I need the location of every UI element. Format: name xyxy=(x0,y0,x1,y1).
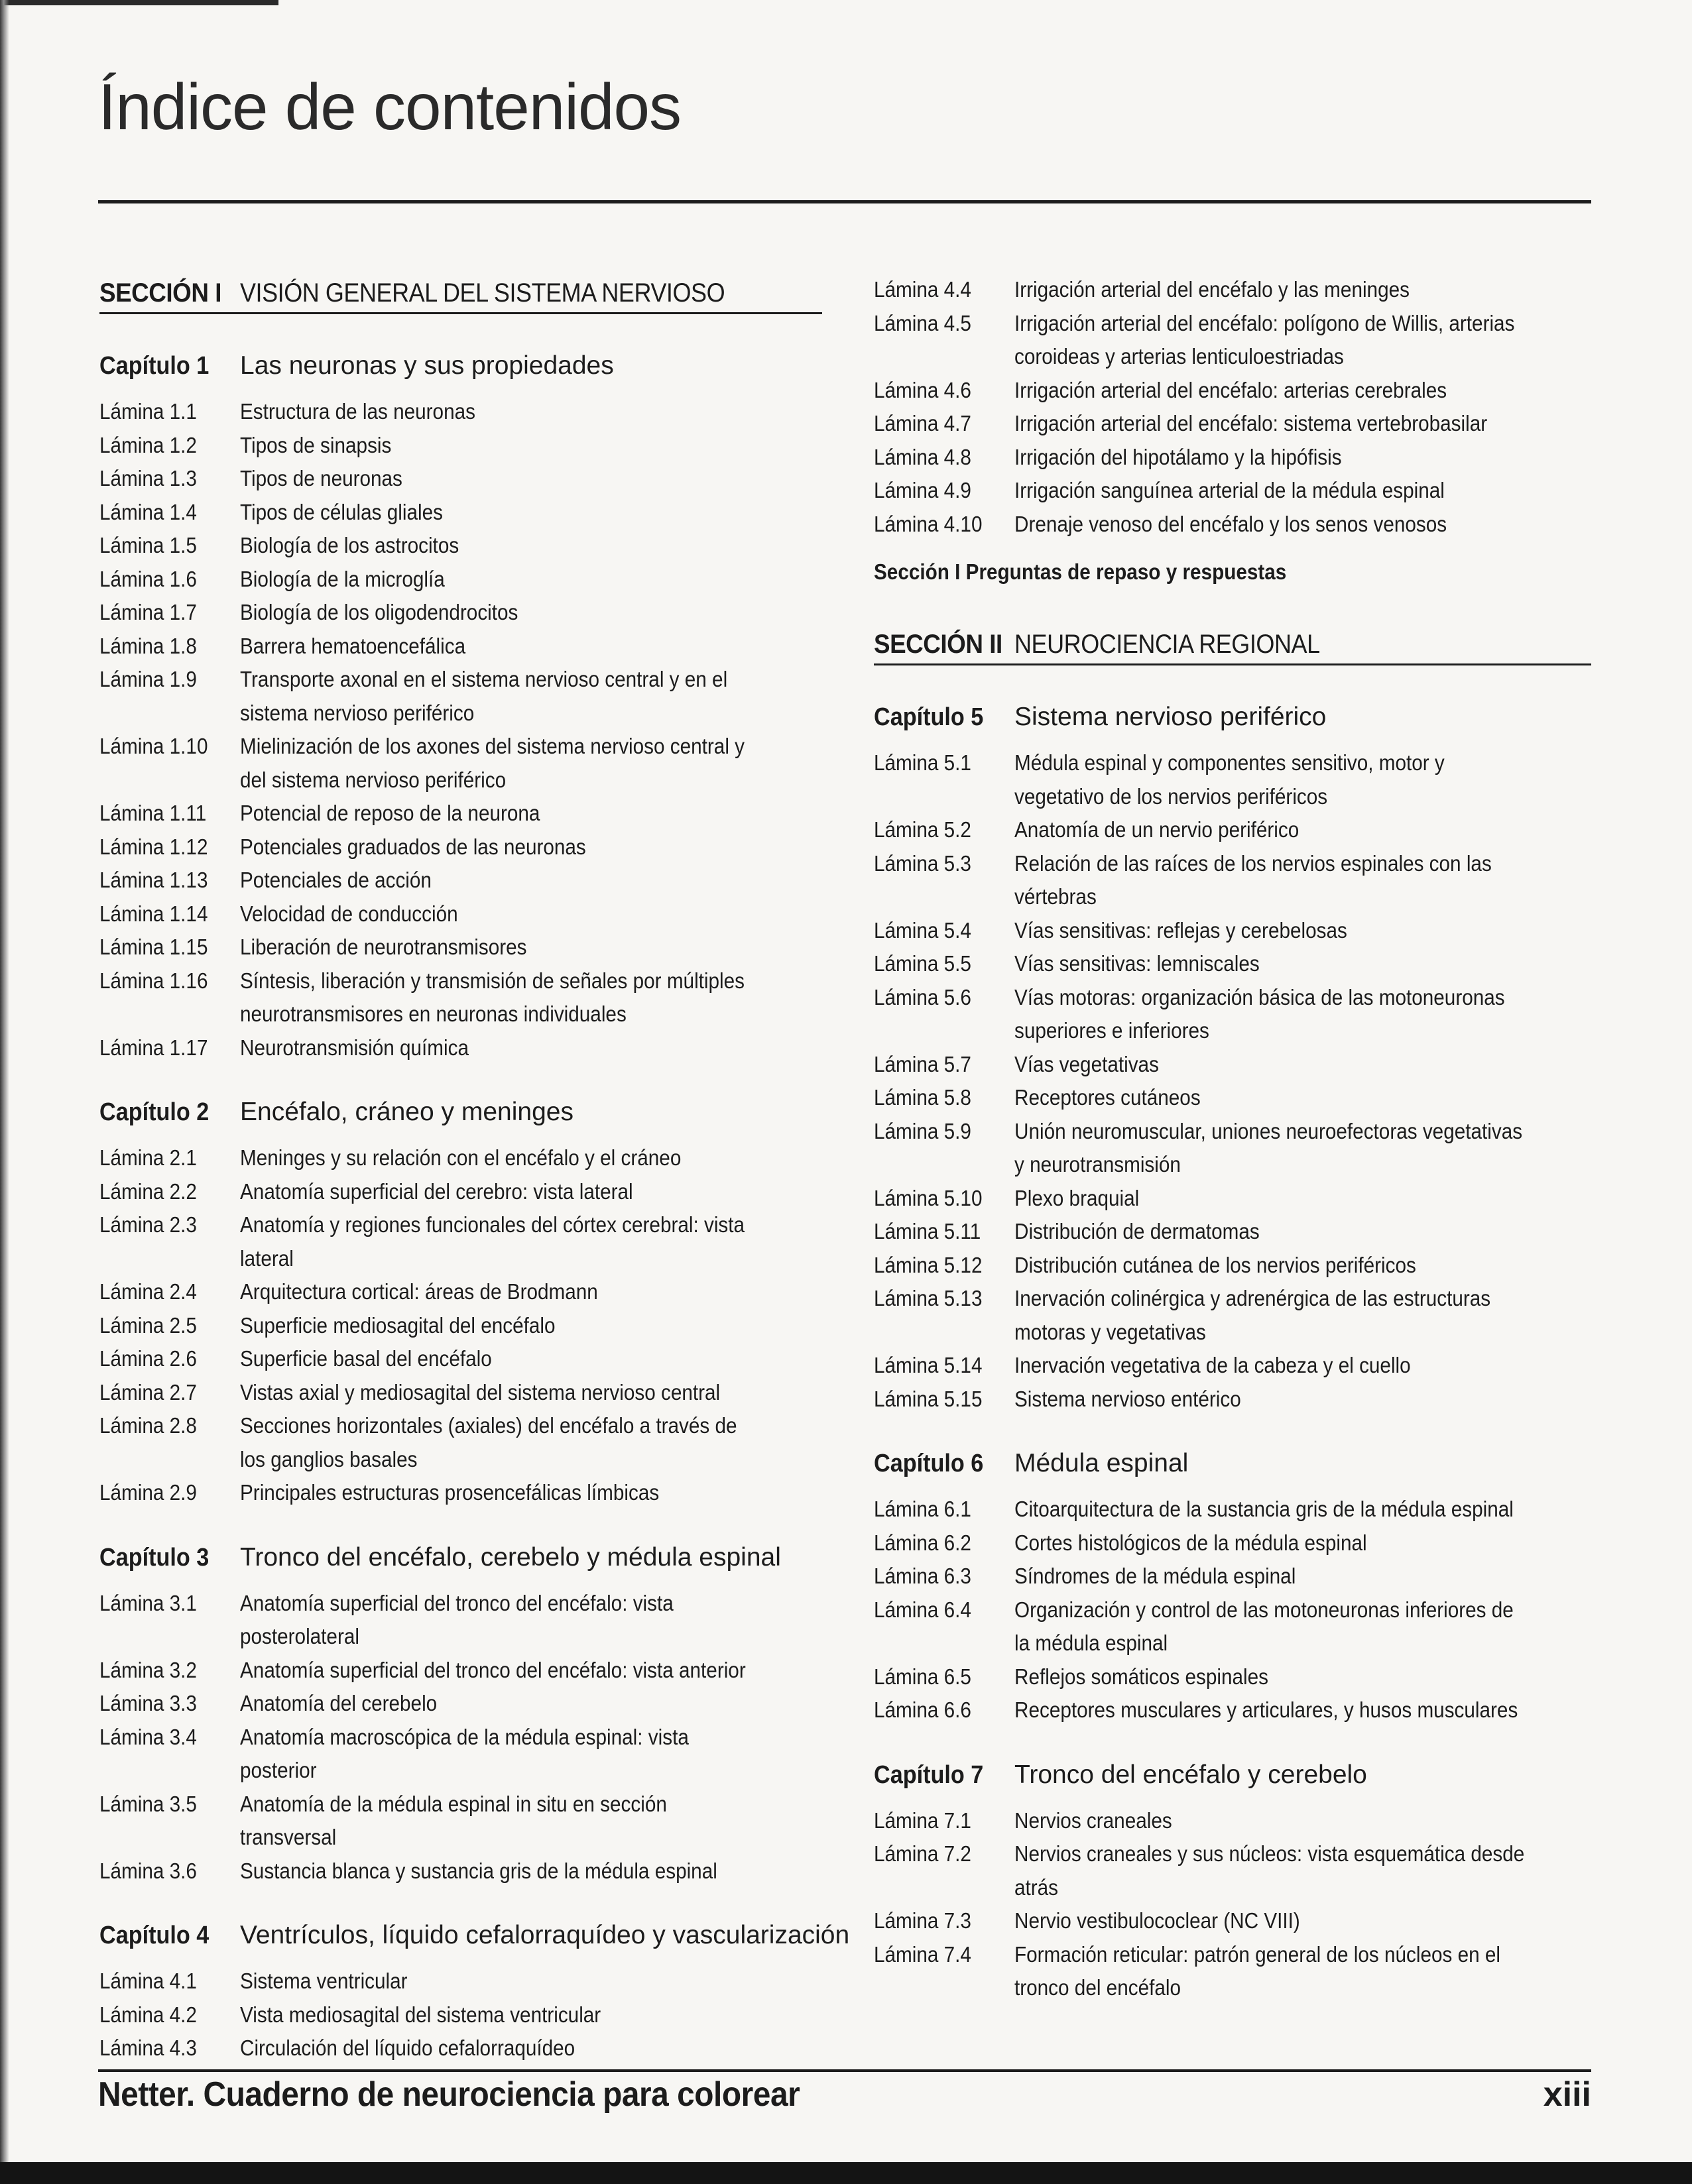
toc-entry[interactable] xyxy=(99,1175,822,1209)
plate-title: Médula espinal y componentes sensitivo, motor y vegetativo de los nervios periféricos xyxy=(1014,750,1445,809)
chapter-entries xyxy=(874,1804,1591,2005)
plate-title: Biología de los astrocitos xyxy=(240,533,459,557)
plate-title: Anatomía de la médula espinal in situ en sección transversal xyxy=(240,1791,667,1849)
footer-rule xyxy=(98,2069,1591,2072)
plate-number: Lámina 5.5 xyxy=(874,951,971,976)
plate-number: Lámina 2.3 xyxy=(99,1212,197,1237)
toc-entry[interactable] xyxy=(99,1687,822,1721)
section-name: NEUROCIENCIA REGIONAL xyxy=(1014,630,1320,659)
plate-number: Lámina 1.12 xyxy=(99,834,208,859)
plate-title: Vías vegetativas xyxy=(1014,1051,1159,1076)
toc-entry[interactable] xyxy=(99,462,822,496)
plate-title: Anatomía del cerebelo xyxy=(240,1691,438,1715)
left-column xyxy=(99,278,850,2098)
plate-title: Tipos de neuronas xyxy=(240,466,402,490)
chapter-name: Médula espinal xyxy=(1014,1449,1189,1477)
plate-title: Secciones horizontales (axiales) del encéfalo a través de los ganglios basales xyxy=(240,1413,737,1471)
plate-number: Lámina 1.11 xyxy=(99,801,207,825)
chapter-entries xyxy=(874,746,1591,1416)
toc-entry[interactable] xyxy=(874,1282,1591,1349)
toc-entry[interactable] xyxy=(99,1476,822,1510)
plate-number: Lámina 5.10 xyxy=(874,1185,983,1210)
toc-entry[interactable] xyxy=(874,813,1591,847)
chapter-name: Ventrículos, líquido cefalorraquídeo y vascularización xyxy=(240,1921,850,1949)
title-rule xyxy=(98,200,1591,203)
toc-entry[interactable] xyxy=(874,1938,1591,2005)
plate-title: Tipos de sinapsis xyxy=(240,432,392,457)
toc-entry[interactable] xyxy=(99,1031,822,1065)
toc-entry[interactable] xyxy=(874,914,1591,948)
plate-title: Irrigación arterial del encéfalo: arterias cerebrales xyxy=(1014,377,1447,402)
plate-title: Unión neuromuscular, uniones neuroefectoras vegetativas y neurotransmisión xyxy=(1014,1118,1523,1177)
plate-number: Lámina 1.8 xyxy=(99,633,197,658)
chapter-entries xyxy=(99,395,822,1064)
plate-number: Lámina 6.2 xyxy=(874,1530,971,1555)
toc-entry[interactable] xyxy=(99,1342,822,1376)
plate-title: Reflejos somáticos espinales xyxy=(1014,1664,1268,1689)
plate-number: Lámina 1.10 xyxy=(99,734,208,758)
plate-number: Lámina 6.5 xyxy=(874,1664,971,1689)
plate-title: Anatomía superficial del tronco del encéfalo: vista anterior xyxy=(240,1657,746,1682)
toc-entry[interactable] xyxy=(99,596,822,630)
toc-entry[interactable] xyxy=(99,529,822,563)
chapter-name: Las neuronas y sus propiedades xyxy=(240,351,614,380)
section-name: VISIÓN GENERAL DEL SISTEMA NERVIOSO xyxy=(240,278,725,308)
plate-title: Barrera hematoencefálica xyxy=(240,633,466,658)
plate-number: Lámina 1.16 xyxy=(99,968,208,993)
plate-number: Lámina 7.4 xyxy=(874,1941,971,1967)
section-heading xyxy=(99,278,822,314)
plate-title: Irrigación sanguínea arterial de la médula espinal xyxy=(1014,478,1445,502)
toc-entry[interactable] xyxy=(99,964,822,1031)
plate-number: Lámina 2.5 xyxy=(99,1312,197,1338)
chapter-name: Tronco del encéfalo, cerebelo y médula espinal xyxy=(240,1542,781,1572)
plate-title: Vías sensitivas: lemniscales xyxy=(1014,951,1260,976)
plate-number: Lámina 1.2 xyxy=(99,432,197,457)
toc-entry[interactable] xyxy=(874,1526,1591,1560)
toc-entry[interactable] xyxy=(99,831,822,864)
chapter-entries xyxy=(99,1141,822,1510)
toc-entry[interactable] xyxy=(874,407,1591,441)
review-questions-link[interactable]: Sección I Preguntas de repaso y respuestas xyxy=(874,559,1287,584)
plate-number: Lámina 3.6 xyxy=(99,1858,197,1883)
plate-number: Lámina 3.4 xyxy=(99,1724,197,1749)
plate-title: Circulación del líquido cefalorraquídeo xyxy=(240,2036,575,2060)
plate-number: Lámina 3.3 xyxy=(99,1691,197,1715)
plate-title: Arquitectura cortical: áreas de Brodmann xyxy=(240,1279,598,1304)
chapter-heading[interactable] xyxy=(874,1760,1591,1790)
toc-entry[interactable] xyxy=(99,1855,822,1888)
plate-number: Lámina 5.15 xyxy=(874,1386,983,1411)
toc-entry[interactable] xyxy=(874,1660,1591,1694)
toc-entry[interactable] xyxy=(99,1587,822,1654)
toc-entry[interactable] xyxy=(874,981,1591,1048)
plate-title: Relación de las raíces de los nervios espinales con las vértebras xyxy=(1014,850,1492,909)
plate-title: Organización y control de las motoneuronas inferiores de la médula espinal xyxy=(1014,1597,1514,1655)
toc-entry[interactable] xyxy=(874,1182,1591,1216)
toc-entry[interactable] xyxy=(99,1654,822,1688)
toc-entry[interactable] xyxy=(99,1141,822,1175)
toc-entry[interactable] xyxy=(99,1208,822,1275)
plate-number: Lámina 5.3 xyxy=(874,850,971,876)
toc-entry[interactable] xyxy=(874,1804,1591,1838)
plate-title: Vías motoras: organización básica de las motoneuronas superiores e inferiores xyxy=(1014,984,1505,1043)
plate-number: Lámina 4.6 xyxy=(874,377,971,402)
plate-title: Potencial de reposo de la neurona xyxy=(240,801,540,825)
scan-edge-top xyxy=(0,0,278,5)
plate-title: Distribución de dermatomas xyxy=(1014,1219,1260,1243)
toc-entry[interactable] xyxy=(874,1493,1591,1526)
plate-number: Lámina 2.4 xyxy=(99,1279,197,1304)
toc-entry[interactable] xyxy=(99,1965,822,1998)
plate-title: Vías sensitivas: reflejas y cerebelosas xyxy=(1014,917,1347,943)
toc-entry[interactable] xyxy=(99,897,822,931)
plate-number: Lámina 1.15 xyxy=(99,935,208,959)
plate-title: Liberación de neurotransmisores xyxy=(240,935,527,959)
chapter-heading[interactable] xyxy=(99,1098,822,1127)
plate-title: Inervación vegetativa de la cabeza y el cuello xyxy=(1014,1353,1411,1377)
plate-number: Lámina 2.1 xyxy=(99,1145,197,1170)
plate-title: Velocidad de conducción xyxy=(240,901,458,926)
plate-title: Anatomía macroscópica de la médula espinal: vista posterior xyxy=(240,1724,689,1782)
plate-number: Lámina 6.6 xyxy=(874,1697,971,1722)
plate-title: Sistema ventricular xyxy=(240,1969,408,1993)
chapter-number: Capítulo 6 xyxy=(874,1450,984,1477)
plate-title: Receptores cutáneos xyxy=(1014,1085,1201,1110)
plate-number: Lámina 5.1 xyxy=(874,750,971,775)
plate-number: Lámina 1.3 xyxy=(99,466,197,490)
plate-title: Formación reticular: patrón general de los núcleos en el tronco del encéfalo xyxy=(1014,1941,1501,2000)
chapter-number: Capítulo 4 xyxy=(99,1922,210,1949)
chapter-name: Encéfalo, cráneo y meninges xyxy=(240,1098,574,1126)
scan-edge-bottom xyxy=(0,2162,1692,2184)
toc-entry[interactable] xyxy=(99,1309,822,1343)
chapter-heading[interactable] xyxy=(874,703,1591,732)
plate-title: Sistema nervioso entérico xyxy=(1014,1386,1241,1411)
plate-title: Receptores musculares y articulares, y husos musculares xyxy=(1014,1697,1518,1722)
plate-number: Lámina 4.2 xyxy=(99,2002,197,2027)
page-title: Índice de contenidos xyxy=(98,70,681,143)
plate-title: Anatomía superficial del tronco del encéfalo: vista posterolateral xyxy=(240,1590,674,1648)
chapter-name: Sistema nervioso periférico xyxy=(1014,703,1327,731)
plate-title: Anatomía de un nervio periférico xyxy=(1014,817,1299,842)
plate-title: Síntesis, liberación y transmisión de señales por múltiples neurotransmisores en neuronas individuales xyxy=(240,968,745,1026)
toc-entry[interactable] xyxy=(874,746,1591,813)
plate-number: Lámina 2.9 xyxy=(99,1480,197,1505)
chapter-entries xyxy=(99,1587,822,1888)
toc-entry[interactable] xyxy=(874,374,1591,408)
plate-number: Lámina 5.8 xyxy=(874,1085,971,1110)
plate-number: Lámina 7.1 xyxy=(874,1808,971,1833)
plate-number: Lámina 1.14 xyxy=(99,901,208,926)
plate-number: Lámina 4.3 xyxy=(99,2036,197,2060)
plate-number: Lámina 5.9 xyxy=(874,1118,971,1143)
plate-number: Lámina 4.1 xyxy=(99,1969,197,1993)
plate-number: Lámina 1.13 xyxy=(99,868,208,892)
continued-entries xyxy=(874,273,1591,541)
plate-title: Transporte axonal en el sistema nervioso central y en el sistema nervioso periférico xyxy=(240,667,728,725)
plate-number: Lámina 1.17 xyxy=(99,1035,208,1060)
plate-number: Lámina 4.7 xyxy=(874,411,971,435)
plate-number: Lámina 1.5 xyxy=(99,533,197,557)
plate-number: Lámina 2.6 xyxy=(99,1346,197,1371)
toc-entry[interactable] xyxy=(99,1721,822,1788)
toc-entry[interactable] xyxy=(99,797,822,831)
plate-title: Anatomía superficial del cerebro: vista lateral xyxy=(240,1178,633,1204)
plate-title: Inervación colinérgica y adrenérgica de las estructuras motoras y vegetativas xyxy=(1014,1286,1491,1344)
toc-entry[interactable] xyxy=(874,1694,1591,1727)
plate-number: Lámina 3.5 xyxy=(99,1791,197,1816)
plate-number: Lámina 3.1 xyxy=(99,1590,197,1615)
plate-number: Lámina 5.4 xyxy=(874,917,971,943)
plate-number: Lámina 5.12 xyxy=(874,1252,983,1277)
right-chapters xyxy=(874,703,1591,2005)
chapter-number: Capítulo 7 xyxy=(874,1760,984,1789)
plate-number: Lámina 7.3 xyxy=(874,1908,971,1933)
plate-title: Síndromes de la médula espinal xyxy=(1014,1564,1296,1588)
toc-entry[interactable] xyxy=(99,630,822,663)
plate-title: Citoarquitectura de la sustancia gris de la médula espinal xyxy=(1014,1497,1514,1521)
plate-number: Lámina 1.7 xyxy=(99,600,197,624)
toc-entry[interactable] xyxy=(99,730,822,797)
plate-title: Principales estructuras prosencefálicas límbicas xyxy=(240,1480,660,1505)
toc-entry[interactable] xyxy=(99,663,822,730)
plate-number: Lámina 5.2 xyxy=(874,817,971,842)
chapter-number: Capítulo 2 xyxy=(99,1098,210,1126)
toc-entry[interactable] xyxy=(99,1409,822,1476)
chapter-number: Capítulo 5 xyxy=(874,703,984,731)
toc-entry[interactable] xyxy=(99,2032,822,2065)
plate-number: Lámina 1.4 xyxy=(99,499,197,524)
plate-title: Irrigación arterial del encéfalo y las meninges xyxy=(1014,277,1410,302)
plate-title: Nervios craneales y sus núcleos: vista esquemática desde atrás xyxy=(1014,1841,1525,1900)
plate-number: Lámina 1.9 xyxy=(99,667,197,691)
plate-number: Lámina 6.3 xyxy=(874,1564,971,1588)
left-chapters xyxy=(99,351,850,2065)
chapter-name: Tronco del encéfalo y cerebelo xyxy=(1014,1760,1367,1789)
plate-title: Mielinización de los axones del sistema nervioso central y del sistema nervioso periférico xyxy=(240,734,745,792)
chapter-heading[interactable] xyxy=(99,351,822,380)
plate-number: Lámina 6.4 xyxy=(874,1597,971,1622)
toc-entry[interactable] xyxy=(99,1998,822,2032)
toc-entry[interactable] xyxy=(874,1904,1591,1938)
toc-entry[interactable] xyxy=(874,947,1591,981)
toc-entry[interactable] xyxy=(99,429,822,463)
toc-entry[interactable] xyxy=(874,1593,1591,1660)
plate-number: Lámina 4.4 xyxy=(874,277,971,302)
chapter-entries xyxy=(99,1965,822,2065)
plate-title: Irrigación del hipotálamo y la hipófisis xyxy=(1014,444,1342,469)
plate-title: Anatomía y regiones funcionales del córtex cerebral: vista lateral xyxy=(240,1212,745,1271)
toc-entry[interactable] xyxy=(99,1275,822,1309)
plate-number: Lámina 4.5 xyxy=(874,310,971,335)
plate-title: Drenaje venoso del encéfalo y los senos venosos xyxy=(1014,511,1447,536)
plate-number: Lámina 5.11 xyxy=(874,1219,981,1243)
chapter-number: Capítulo 1 xyxy=(99,352,210,380)
plate-title: Potenciales de acción xyxy=(240,868,432,892)
plate-number: Lámina 2.8 xyxy=(99,1413,197,1438)
scan-edge-left xyxy=(0,0,9,2184)
plate-title: Cortes histológicos de la médula espinal xyxy=(1014,1530,1367,1555)
plate-title: Tipos de células gliales xyxy=(240,499,443,524)
plate-title: Neurotransmisión química xyxy=(240,1035,469,1060)
toc-entry[interactable] xyxy=(99,864,822,897)
section-number: SECCIÓN I xyxy=(99,278,221,308)
toc-entry[interactable] xyxy=(99,563,822,597)
toc-entry[interactable] xyxy=(99,931,822,964)
plate-title: Superficie basal del encéfalo xyxy=(240,1346,492,1371)
plate-number: Lámina 5.7 xyxy=(874,1051,971,1076)
chapter-heading[interactable] xyxy=(99,1921,850,1950)
section-heading xyxy=(874,630,1591,665)
plate-number: Lámina 2.7 xyxy=(99,1379,197,1405)
toc-entry[interactable] xyxy=(874,1383,1591,1416)
plate-number: Lámina 4.10 xyxy=(874,511,983,536)
plate-number: Lámina 4.9 xyxy=(874,478,971,502)
toc-entry[interactable] xyxy=(99,395,822,429)
section-number: SECCIÓN II xyxy=(874,630,1002,659)
plate-title: Estructura de las neuronas xyxy=(240,399,475,424)
toc-entry[interactable] xyxy=(874,273,1591,307)
toc-entry[interactable] xyxy=(874,1837,1591,1904)
plate-title: Vista mediosagital del sistema ventricular xyxy=(240,2002,601,2027)
plate-number: Lámina 2.2 xyxy=(99,1178,197,1204)
toc-entry[interactable] xyxy=(874,1215,1591,1249)
book-title: Netter. Cuaderno de neurociencia para colorear xyxy=(98,2075,800,2114)
plate-number: Lámina 1.1 xyxy=(99,399,197,424)
plate-title: Nervio vestibulococlear (NC VIII) xyxy=(1014,1908,1300,1933)
plate-title: Distribución cutánea de los nervios periféricos xyxy=(1014,1252,1416,1277)
toc-entry[interactable] xyxy=(874,1081,1591,1115)
toc-entry[interactable] xyxy=(874,1115,1591,1182)
plate-title: Potenciales graduados de las neuronas xyxy=(240,834,586,859)
plate-title: Meninges y su relación con el encéfalo y el cráneo xyxy=(240,1145,682,1170)
plate-title: Biología de la microglía xyxy=(240,566,445,591)
chapter-number: Capítulo 3 xyxy=(99,1543,210,1572)
plate-number: Lámina 3.2 xyxy=(99,1657,197,1682)
toc-entry[interactable] xyxy=(99,1376,822,1410)
plate-title: Nervios craneales xyxy=(1014,1808,1172,1833)
chapter-entries xyxy=(874,1493,1591,1727)
toc-entry[interactable] xyxy=(874,1048,1591,1082)
page-number: xiii xyxy=(1543,2075,1591,2114)
toc-entry[interactable] xyxy=(99,496,822,530)
plate-number: Lámina 5.14 xyxy=(874,1353,983,1377)
plate-title: Irrigación arterial del encéfalo: polígono de Willis, arterias coroideas y arterias lenticuloestriadas xyxy=(1014,310,1515,369)
toc-entry[interactable] xyxy=(874,508,1591,542)
plate-title: Vistas axial y mediosagital del sistema nervioso central xyxy=(240,1379,721,1405)
plate-number: Lámina 6.1 xyxy=(874,1497,971,1521)
toc-entry[interactable] xyxy=(874,307,1591,374)
plate-title: Irrigación arterial del encéfalo: sistema vertebrobasilar xyxy=(1014,411,1488,435)
chapter-heading[interactable] xyxy=(874,1449,1591,1478)
plate-title: Sustancia blanca y sustancia gris de la médula espinal xyxy=(240,1858,717,1883)
plate-title: Biología de los oligodendrocitos xyxy=(240,600,518,624)
right-column xyxy=(874,278,1591,2038)
plate-title: Plexo braquial xyxy=(1014,1185,1140,1210)
toc-entry[interactable] xyxy=(874,847,1591,914)
toc-entry[interactable] xyxy=(99,1788,822,1855)
plate-title: Superficie mediosagital del encéfalo xyxy=(240,1312,556,1338)
toc-entry[interactable] xyxy=(874,441,1591,475)
chapter-heading[interactable] xyxy=(99,1543,822,1572)
plate-number: Lámina 7.2 xyxy=(874,1841,971,1866)
plate-number: Lámina 5.6 xyxy=(874,984,971,1009)
toc-entry[interactable] xyxy=(874,1349,1591,1383)
toc-entry[interactable] xyxy=(874,1249,1591,1283)
plate-number: Lámina 4.8 xyxy=(874,444,971,469)
plate-number: Lámina 5.13 xyxy=(874,1286,983,1310)
plate-number: Lámina 1.6 xyxy=(99,566,197,591)
toc-entry[interactable] xyxy=(874,474,1591,508)
toc-entry[interactable] xyxy=(874,1560,1591,1593)
